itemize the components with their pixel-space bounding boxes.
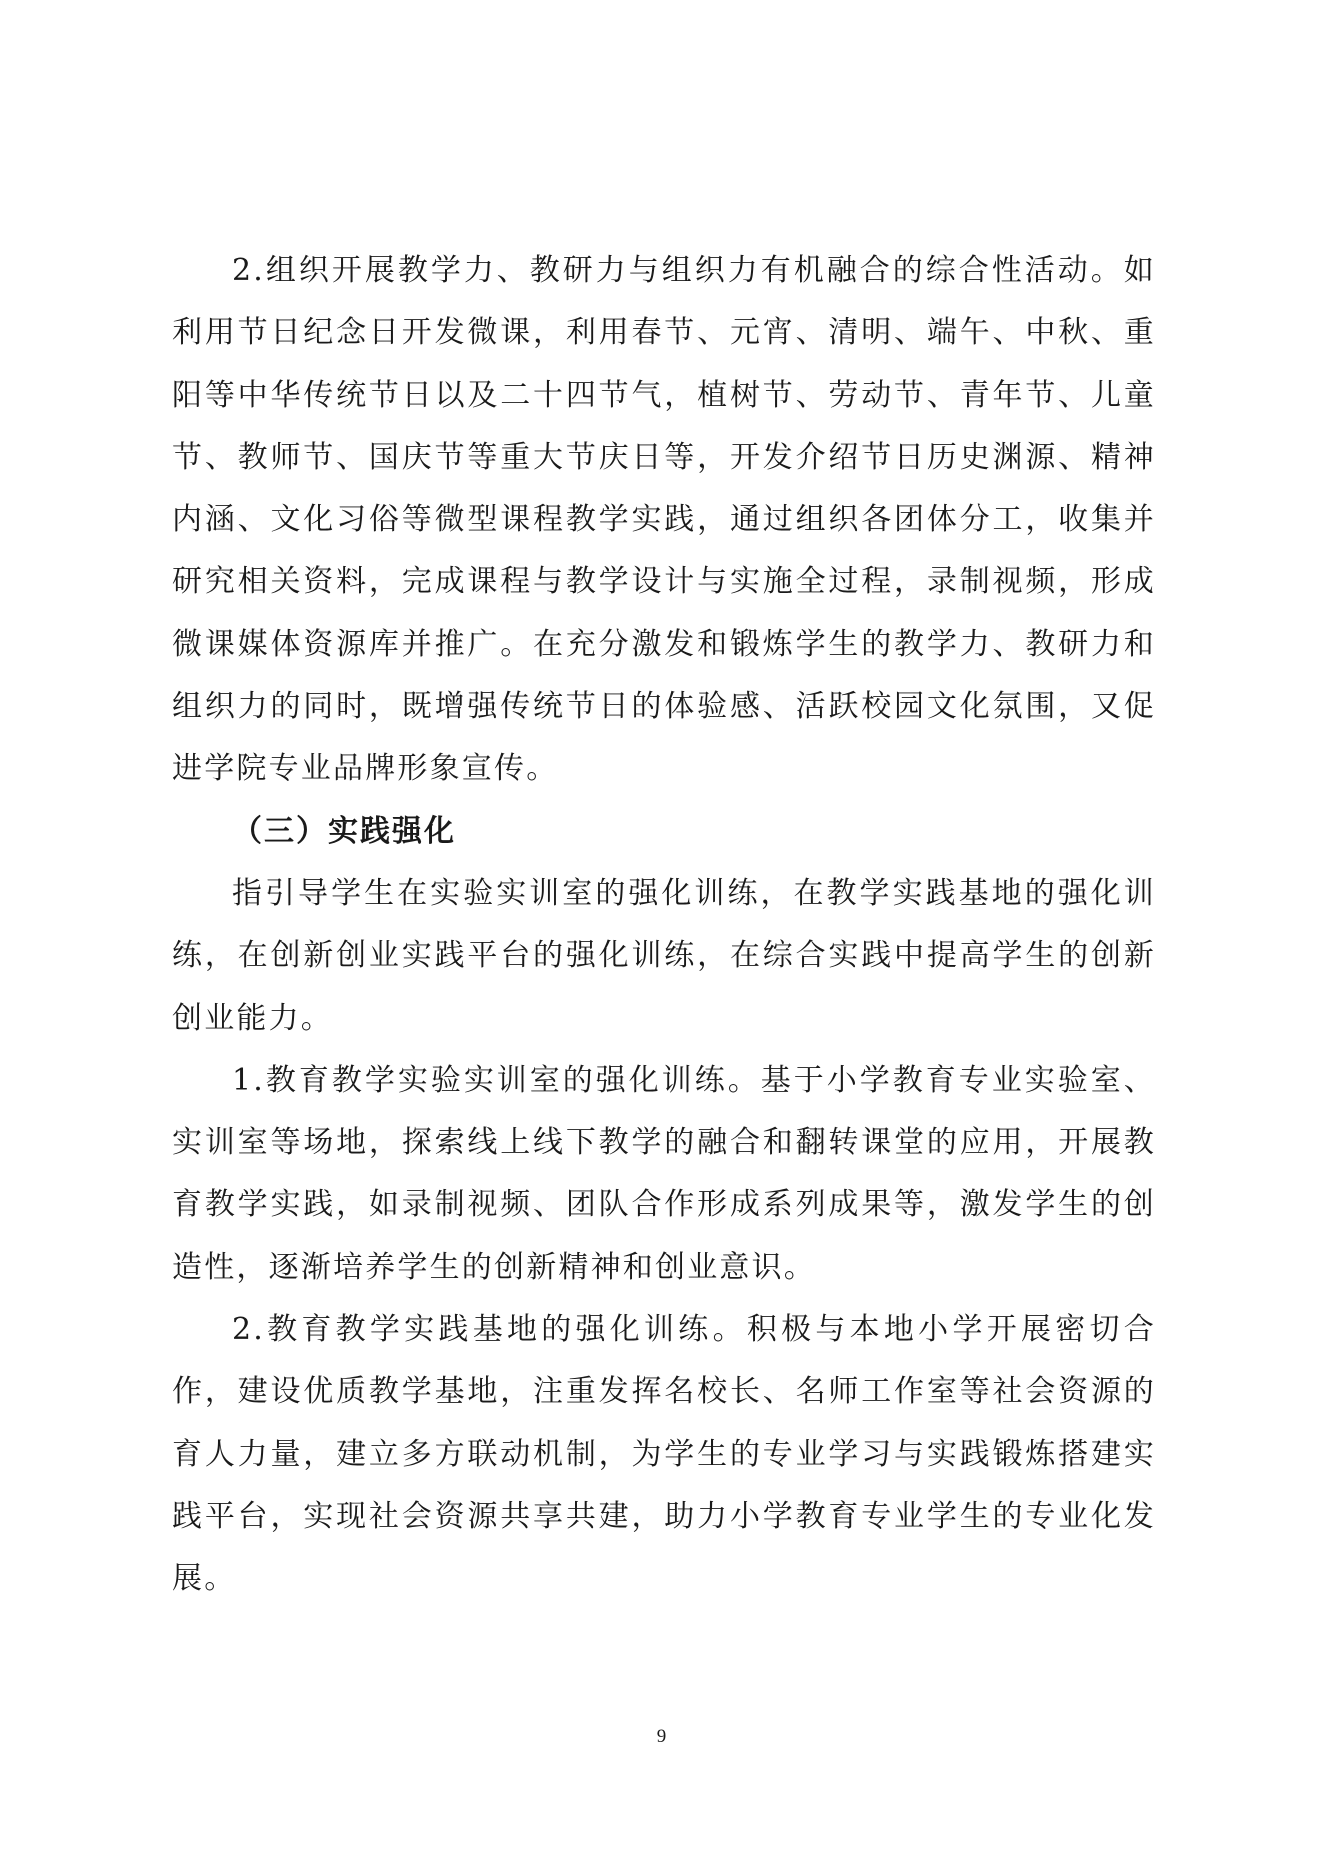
- section-heading-practice: （三）实践强化: [232, 813, 456, 849]
- page-number: 9: [656, 1726, 667, 1747]
- paragraph-base-training: 2.教育教学实践基地的强化训练。积极与本地小学开展密切合作，建设优质教学基地，注重发挥名校长、名师工作室等社会资源的育人力量，建立多方联动机制，为学生的专业学习与实践锻炼搭建实践平台，实现社会资源共享共建，助力小学教育专业学生的专业化发展。: [172, 1312, 1156, 1597]
- paragraph-practice-intro: 指引导学生在实验实训室的强化训练，在教学实践基地的强化训练，在创新创业实践平台的强化训练，在综合实践中提高学生的创新创业能力。: [172, 875, 1156, 1036]
- document-body: [172, 240, 1156, 1611]
- paragraph-lab-training: 1.教育教学实验实训室的强化训练。基于小学教育专业实验室、实训室等场地，探索线上线下教学的融合和翻转课堂的应用，开展教育教学实践，如录制视频、团队合作形成系列成果等，激发学生的创造性，逐渐培养学生的创新精神和创业意识。: [172, 1062, 1156, 1285]
- paragraph-activities: 2.组织开展教学力、教研力与组织力有机融合的综合性活动。如利用节日纪念日开发微课，利用春节、元宵、清明、端午、中秋、重阳等中华传统节日以及二十四节气，植树节、劳动节、青年节、儿童节、教师节、国庆节等重大节庆日等，开发介绍节日历史渊源、精神内涵、文化习俗等微型课程教学实践，通过组织各团体分工，收集并研究相关资料，完成课程与教学设计与实施全过程，录制视频，形成微课媒体资源库并推广。在充分激发和锻炼学生的教学力、教研力和组织力的同时，既增强传统节日的体验感、活跃校园文化氛围，又促进学院专业品牌形象宣传。: [172, 253, 1156, 787]
